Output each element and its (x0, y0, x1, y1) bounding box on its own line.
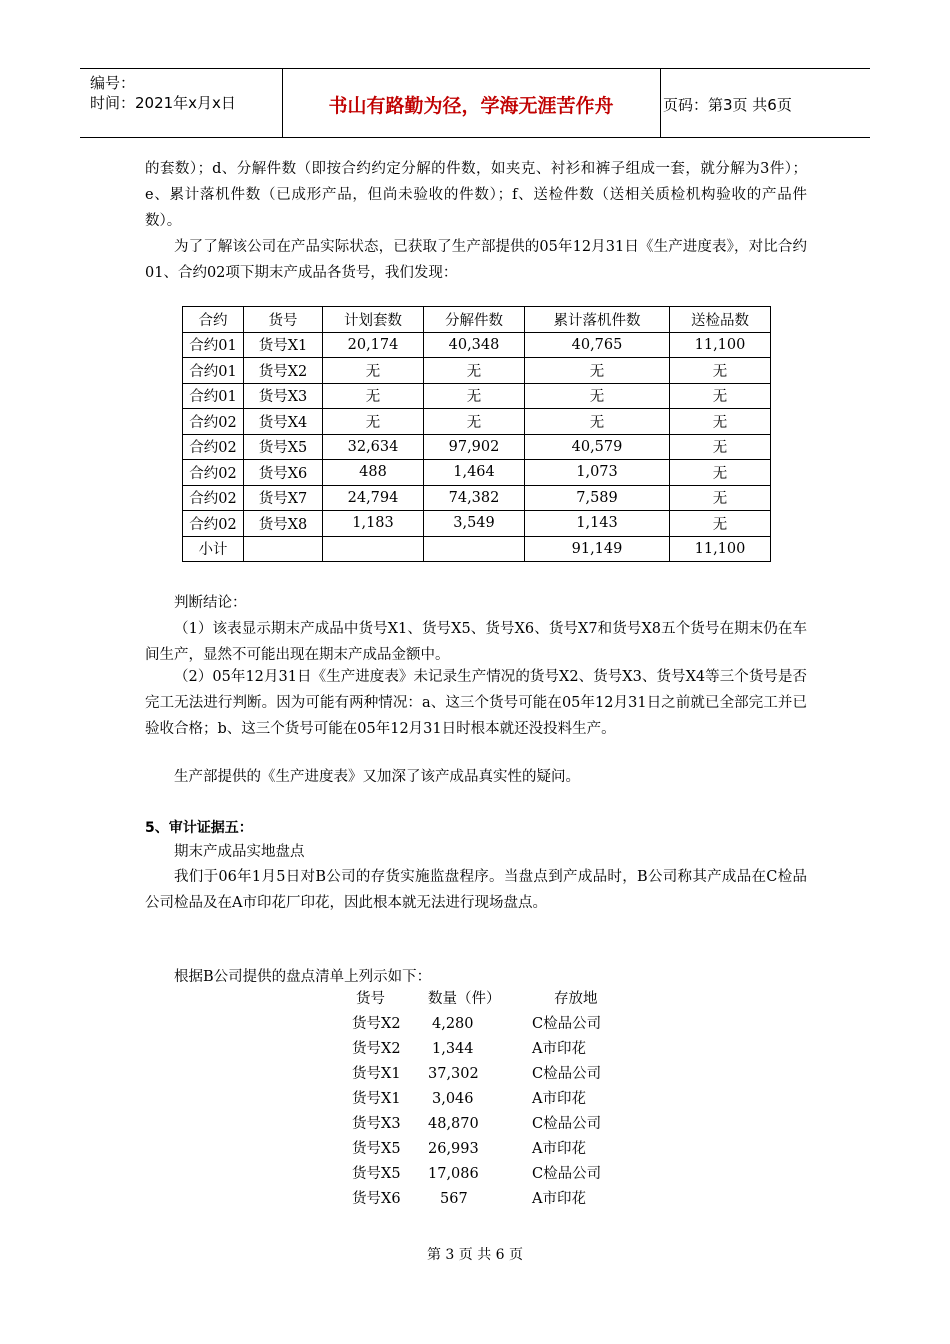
section5-subtitle: 期末产成品实地盘点 (174, 844, 305, 860)
inventory-item-qty: 26,993 (428, 1141, 479, 1157)
inventory-item-qty: 17,086 (428, 1166, 479, 1182)
table-cell: 1,143 (525, 511, 670, 537)
inventory-list-intro: 根据B公司提供的盘点清单上列示如下： (174, 969, 432, 985)
inventory-item-location: C检品公司 (532, 1066, 602, 1082)
header-motto: 书山有路勤为径，学海无涯苦作舟 (328, 95, 614, 117)
serial-label: 编号： (90, 74, 136, 92)
table-cell (424, 536, 525, 562)
table-cell (323, 536, 424, 562)
inventory-item-location: C检品公司 (532, 1016, 602, 1032)
page-footer: 第 3 页 共 6 页 (426, 1247, 524, 1263)
inventory-item-code: 货号X6 (352, 1191, 401, 1207)
table-cell: 11,100 (670, 332, 771, 358)
table-cell: 无 (424, 358, 525, 384)
table-row (183, 460, 771, 486)
section5-heading: 5、审计证据五： (145, 820, 253, 836)
table-cell: 488 (323, 460, 424, 486)
inventory-item-qty: 37,302 (428, 1066, 479, 1082)
table-row (183, 358, 771, 384)
table-cell: 无 (323, 409, 424, 435)
table-cell: 11,100 (670, 536, 771, 562)
inventory-item-qty: 567 (440, 1191, 468, 1207)
inventory-item-location: C检品公司 (532, 1116, 602, 1132)
inventory-item-code: 货号X3 (352, 1116, 401, 1132)
table-cell: 货号X4 (244, 409, 323, 435)
table-cell: 40,348 (424, 332, 525, 358)
table-cell: 合约01 (183, 358, 244, 384)
table-cell: 合约01 (183, 332, 244, 358)
table-cell: 40,765 (525, 332, 670, 358)
inventory-header-cell: 货号 (356, 991, 385, 1007)
table-cell: 20,174 (323, 332, 424, 358)
table-cell: 无 (670, 383, 771, 409)
inventory-item-qty: 4,280 (432, 1016, 474, 1032)
inventory-item-qty: 48,870 (428, 1116, 479, 1132)
inventory-header-cell: 数量（件） (428, 991, 501, 1007)
table-row (183, 511, 771, 537)
conclusion-item-2: （2）05年12月31日《生产进度表》未记录生产情况的货号X2、货号X3、货号X4等三个货号是否完工无法进行判断。因为可能有两种情况：a、这三个货号可能在05年12月31日之前就已全部完工并已验收合格；b、这三个货号可能在05年12月31日时根本就还没投料生产。 (145, 669, 807, 737)
header-divider-right (660, 69, 661, 137)
intro-paragraph-2: 为了了解该公司在产品实际状态，已获取了生产部提供的05年12月31日《生产进度表》，对比合约01、合约02项下期末产成品各货号，我们发现： (145, 239, 807, 281)
table-cell: 74,382 (424, 485, 525, 511)
table-cell: 无 (525, 383, 670, 409)
inventory-item-code: 货号X5 (352, 1141, 401, 1157)
inventory-item-code: 货号X2 (352, 1016, 401, 1032)
table-cell: 货号X3 (244, 383, 323, 409)
section5-body: 我们于06年1月5日对B公司的存货实施监盘程序。当盘点到产成品时，B公司称其产成品在C检品公司检品及在A市印花厂印花，因此根本就无法进行现场盘点。 (145, 869, 807, 911)
conclusion-item-3: 生产部提供的《生产进度表》又加深了该产成品真实性的疑问。 (174, 769, 580, 785)
table-cell: 无 (424, 383, 525, 409)
conclusion-item-1: （1）该表显示期末产成品中货号X1、货号X5、货号X6、货号X7和货号X8五个货号在期末仍在车间生产，显然不可能出现在期末产成品金额中。 (145, 621, 807, 663)
table-cell: 无 (670, 358, 771, 384)
table-cell: 无 (670, 511, 771, 537)
table-cell: 货号X6 (244, 460, 323, 486)
inventory-item-code: 货号X1 (352, 1091, 401, 1107)
inventory-item-location: A市印花 (532, 1041, 586, 1057)
table-header-row (183, 307, 771, 333)
inventory-item-qty: 1,344 (432, 1041, 474, 1057)
table-cell: 合约01 (183, 383, 244, 409)
header-page-label: 页码：第3页 共6页 (663, 96, 792, 114)
inventory-item-code: 货号X2 (352, 1041, 401, 1057)
table-cell: 40,579 (525, 434, 670, 460)
table-cell: 合约02 (183, 485, 244, 511)
table-cell: 1,464 (424, 460, 525, 486)
table-cell: 无 (670, 434, 771, 460)
table-cell: 97,902 (424, 434, 525, 460)
production-progress-table (182, 306, 771, 562)
table-cell: 合约02 (183, 409, 244, 435)
conclusion-title: 判断结论： (174, 595, 247, 611)
table-cell: 无 (424, 409, 525, 435)
table-cell: 无 (525, 358, 670, 384)
table-row (183, 383, 771, 409)
inventory-item-code: 货号X1 (352, 1066, 401, 1082)
time-label: 时间：2021年x月x日 (90, 94, 236, 112)
table-cell: 货号X1 (244, 332, 323, 358)
inventory-item-qty: 3,046 (432, 1091, 474, 1107)
table-header-cell: 累计落机件数 (525, 307, 670, 333)
table-cell: 货号X5 (244, 434, 323, 460)
table-cell: 小计 (183, 536, 244, 562)
table-cell: 1,073 (525, 460, 670, 486)
table-header-cell: 合约 (183, 307, 244, 333)
inventory-item-location: C检品公司 (532, 1166, 602, 1182)
inventory-header-cell: 存放地 (554, 991, 598, 1007)
table-cell: 合约02 (183, 460, 244, 486)
table-row (183, 409, 771, 435)
table-row (183, 332, 771, 358)
table-cell: 无 (670, 409, 771, 435)
table-cell: 24,794 (323, 485, 424, 511)
table-row (183, 485, 771, 511)
table-cell: 无 (670, 460, 771, 486)
table-cell: 货号X2 (244, 358, 323, 384)
table-cell (244, 536, 323, 562)
inventory-item-location: A市印花 (532, 1091, 586, 1107)
intro-paragraph-1: 的套数）；d、分解件数（即按合约约定分解的件数，如夹克、衬衫和裤子组成一套，就分解为3件）；e、累计落机件数（已成形产品，但尚未验收的件数）；f、送检件数（送相关质检机构验收的产品件数）。 (145, 161, 807, 229)
table-header-cell: 计划套数 (323, 307, 424, 333)
table-cell: 32,634 (323, 434, 424, 460)
table-cell: 货号X8 (244, 511, 323, 537)
table-header-cell: 货号 (244, 307, 323, 333)
table-cell: 合约02 (183, 434, 244, 460)
table-header-cell: 分解件数 (424, 307, 525, 333)
table-cell: 无 (323, 358, 424, 384)
inventory-item-location: A市印花 (532, 1141, 586, 1157)
table-cell: 1,183 (323, 511, 424, 537)
table-cell: 合约02 (183, 511, 244, 537)
page-header (80, 68, 870, 138)
table-cell: 无 (525, 409, 670, 435)
table-cell: 3,549 (424, 511, 525, 537)
table-cell: 无 (670, 485, 771, 511)
table-cell: 无 (323, 383, 424, 409)
inventory-item-code: 货号X5 (352, 1166, 401, 1182)
table-subtotal-row (183, 536, 771, 562)
inventory-item-location: A市印花 (532, 1191, 586, 1207)
table-cell: 7,589 (525, 485, 670, 511)
table-cell: 91,149 (525, 536, 670, 562)
table-header-cell: 送检品数 (670, 307, 771, 333)
table-cell: 货号X7 (244, 485, 323, 511)
header-meta (90, 73, 236, 113)
table-row (183, 434, 771, 460)
